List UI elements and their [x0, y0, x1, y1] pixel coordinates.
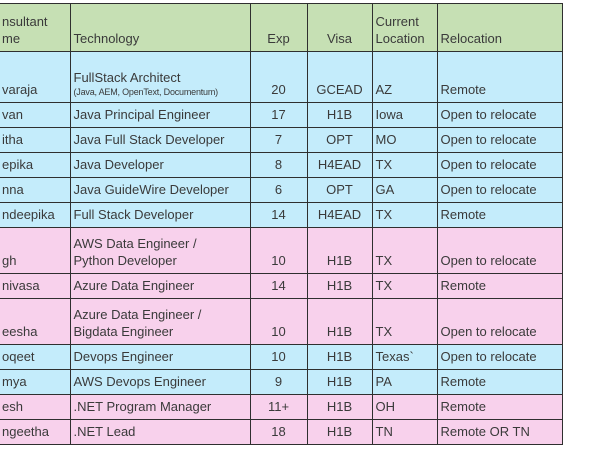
technology-cell: Java Principal Engineer [70, 103, 250, 128]
relocation-cell: Open to relocate [437, 178, 562, 203]
header-exp: Exp [250, 4, 307, 52]
visa-cell: H1B [307, 345, 372, 370]
relocation-cell: Open to relocate [437, 228, 562, 274]
header-current-location-line2: Location [375, 31, 425, 47]
exp-cell: 14 [250, 274, 307, 299]
table-row [0, 203, 562, 228]
relocation-cell: Open to relocate [437, 103, 562, 128]
consultant-name-cell: gh [0, 228, 70, 274]
header-relocation: Relocation [437, 4, 562, 52]
visa-cell: OPT [307, 128, 372, 153]
exp-cell: 10 [250, 299, 307, 345]
consultant-name-cell: van [0, 103, 70, 128]
technology-cell: Azure Data Engineer [70, 274, 250, 299]
table-row [0, 103, 562, 128]
relocation-cell: Open to relocate [437, 128, 562, 153]
header-current-location-line1: Current [375, 14, 419, 30]
visa-cell: H1B [307, 370, 372, 395]
technology-cell: AWS Data Engineer / Python Developer [70, 228, 250, 274]
current-location-cell: Iowa [372, 103, 437, 128]
table-row [0, 395, 562, 420]
consultant-name-cell: nna [0, 178, 70, 203]
consultant-name-cell: ngeetha [0, 420, 70, 445]
consultant-name-cell: itha [0, 128, 70, 153]
table-row [0, 52, 562, 103]
visa-cell: GCEAD [307, 52, 372, 103]
table-row [0, 370, 562, 395]
technology-cell: Devops Engineer [70, 345, 250, 370]
technology-cell: Java Full Stack Developer [70, 128, 250, 153]
table-row [0, 228, 562, 274]
consultant-name-cell: ndeepika [0, 203, 70, 228]
consultant-name-cell: oqeet [0, 345, 70, 370]
header-technology: Technology [70, 4, 250, 52]
relocation-cell: Remote [437, 52, 562, 103]
table-row [0, 345, 562, 370]
visa-cell: H4EAD [307, 203, 372, 228]
visa-cell: H1B [307, 274, 372, 299]
header-current-location [372, 4, 437, 52]
exp-cell: 8 [250, 153, 307, 178]
relocation-cell: Remote [437, 370, 562, 395]
visa-cell: H1B [307, 420, 372, 445]
current-location-cell: TX [372, 153, 437, 178]
current-location-cell: TX [372, 274, 437, 299]
table-body [0, 52, 562, 445]
exp-cell: 9 [250, 370, 307, 395]
technology-cell: .NET Lead [70, 420, 250, 445]
exp-cell: 20 [250, 52, 307, 103]
current-location-cell: TN [372, 420, 437, 445]
current-location-cell: PA [372, 370, 437, 395]
header-visa: Visa [307, 4, 372, 52]
table-row [0, 178, 562, 203]
table-row [0, 153, 562, 178]
technology-cell: Azure Data Engineer / Bigdata Engineer [70, 299, 250, 345]
relocation-cell: Open to relocate [437, 345, 562, 370]
table-row [0, 299, 562, 345]
consultant-name-cell: epika [0, 153, 70, 178]
current-location-cell: TX [372, 203, 437, 228]
technology-cell: Full Stack Developer [70, 203, 250, 228]
technology-cell: .NET Program Manager [70, 395, 250, 420]
relocation-cell: Remote [437, 395, 562, 420]
header-consultant-name [0, 4, 70, 52]
header-row [0, 4, 562, 52]
table-row [0, 128, 562, 153]
consultant-name-cell: nivasa [0, 274, 70, 299]
exp-cell: 10 [250, 345, 307, 370]
consultant-name-cell: varaja [0, 52, 70, 103]
table-row [0, 274, 562, 299]
current-location-cell: AZ [372, 52, 437, 103]
header-consultant-name-line1: nsultant [2, 14, 48, 30]
exp-cell: 11+ [250, 395, 307, 420]
header-consultant-name-line2: me [2, 31, 21, 47]
visa-cell: H1B [307, 299, 372, 345]
exp-cell: 17 [250, 103, 307, 128]
exp-cell: 7 [250, 128, 307, 153]
relocation-cell: Open to relocate [437, 299, 562, 345]
visa-cell: H1B [307, 103, 372, 128]
current-location-cell: TX [372, 299, 437, 345]
visa-cell: H4EAD [307, 153, 372, 178]
current-location-cell: GA [372, 178, 437, 203]
visa-cell: H1B [307, 395, 372, 420]
technology-cell: Java GuideWire Developer [70, 178, 250, 203]
current-location-cell: OH [372, 395, 437, 420]
exp-cell: 10 [250, 228, 307, 274]
current-location-cell: MO [372, 128, 437, 153]
consultants-table [0, 3, 563, 445]
relocation-cell: Remote [437, 203, 562, 228]
technology-cell: FullStack Architect (Java, AEM, OpenText, Documentum) [70, 52, 250, 103]
current-location-cell: TX [372, 228, 437, 274]
exp-cell: 18 [250, 420, 307, 445]
visa-cell: OPT [307, 178, 372, 203]
technology-cell: Java Developer [70, 153, 250, 178]
technology-cell: AWS Devops Engineer [70, 370, 250, 395]
table-header [0, 4, 562, 52]
table-row [0, 420, 562, 445]
consultant-name-cell: mya [0, 370, 70, 395]
consultant-name-cell: esh [0, 395, 70, 420]
relocation-cell: Remote [437, 274, 562, 299]
consultant-name-cell: eesha [0, 299, 70, 345]
relocation-cell: Remote OR TN [437, 420, 562, 445]
visa-cell: H1B [307, 228, 372, 274]
exp-cell: 14 [250, 203, 307, 228]
exp-cell: 6 [250, 178, 307, 203]
current-location-cell: Texas` [372, 345, 437, 370]
relocation-cell: Open to relocate [437, 153, 562, 178]
